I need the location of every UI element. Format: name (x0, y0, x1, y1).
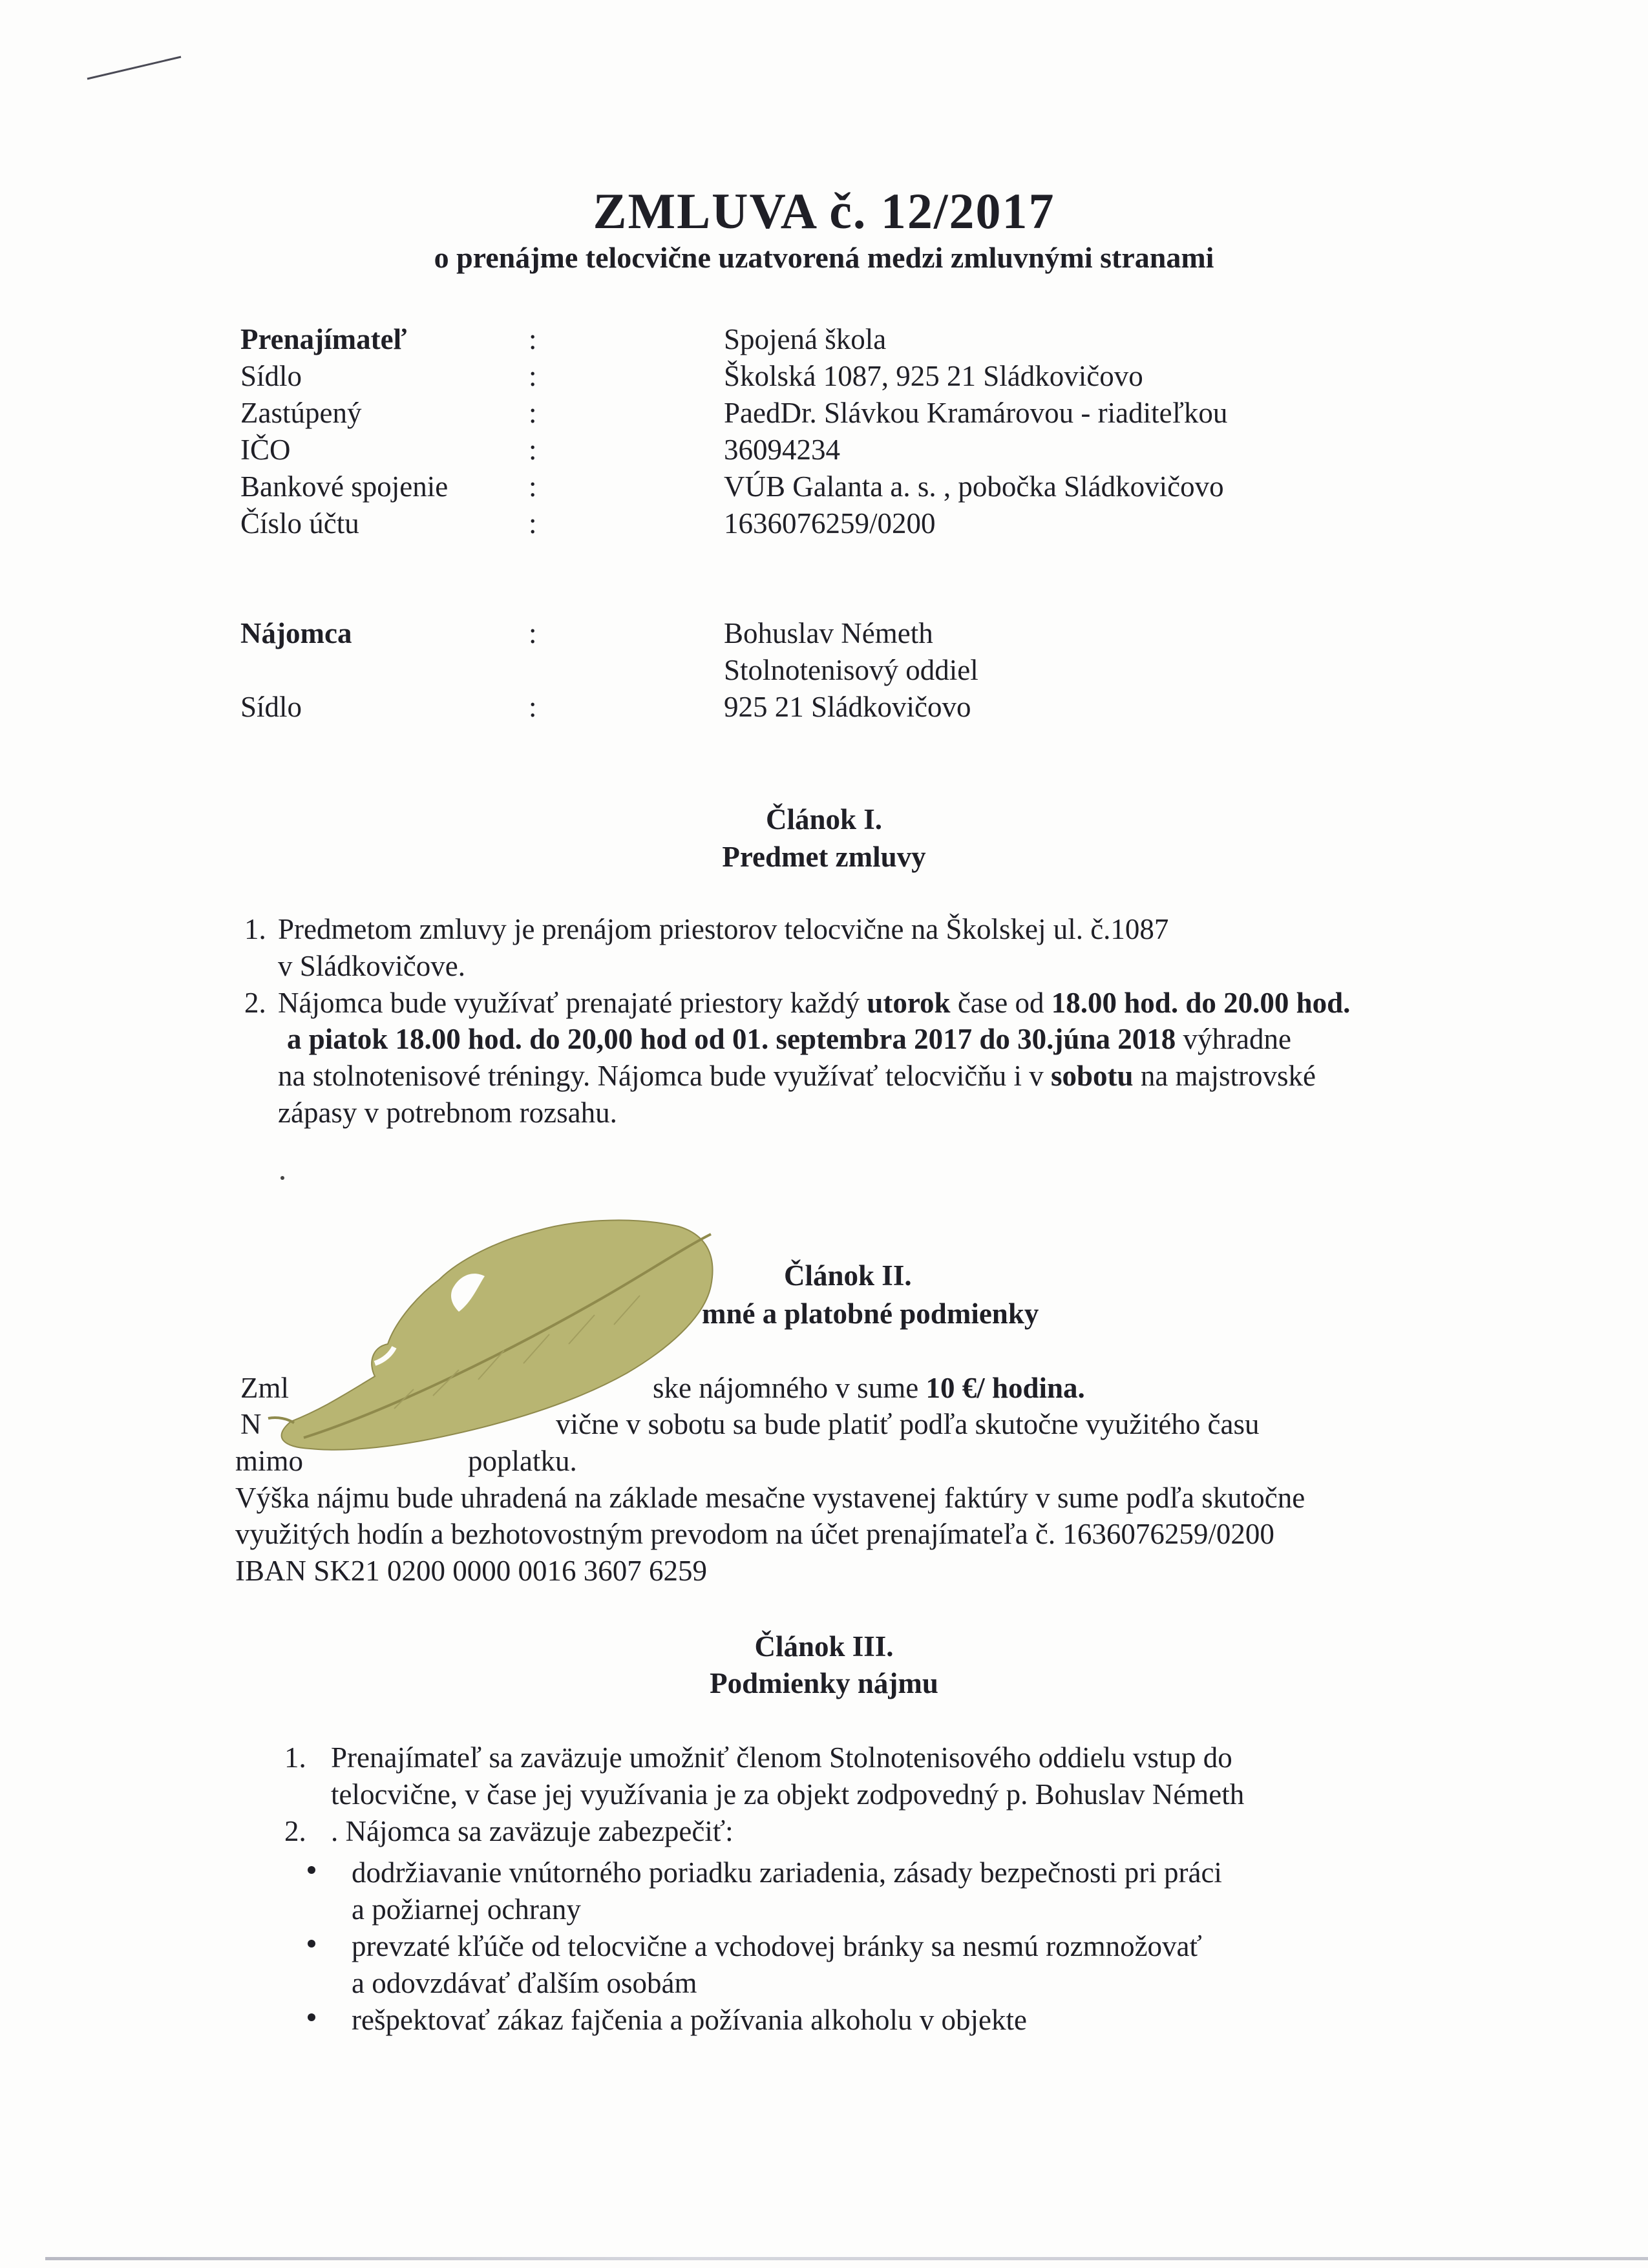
tenant-label: Nájomca (240, 617, 352, 649)
landlord-seat: Školská 1087, 925 21 Sládkovičovo (724, 360, 1143, 392)
scan-edge-line (45, 2257, 1648, 2260)
tenant-colon: : (529, 617, 537, 649)
article2-line3-start: mimo (235, 1445, 304, 1477)
article2-line5: využitých hodín a bezhotovostným prevodom na účet prenajímateľa č. 1636076259/0200 (235, 1518, 1274, 1550)
article1-item2-line4: zápasy v potrebnom rozsahu. (278, 1097, 617, 1129)
landlord-account-label: Číslo účtu (240, 507, 359, 540)
landlord-colon: : (529, 323, 537, 355)
article2-line1-start: Zml (240, 1372, 289, 1404)
article1-item2-line1: Nájomca bude využívať prenajaté priestory každý utorok čase od 18.00 hod. do 20.00 hod. (278, 987, 1351, 1019)
article1-item2-number: 2. (244, 987, 266, 1019)
landlord-seat-colon: : (529, 360, 537, 392)
article1-item1-line2: v Sládkovičove. (278, 950, 465, 982)
article2-line1-end: ske nájomného v sume 10 €/ hodina. (653, 1372, 1085, 1404)
article3-item1-line1: Prenajímateľ sa zaväzuje umožniť členom Stolnotenisového oddielu vstup do (331, 1741, 1232, 1774)
landlord-rep-label: Zastúpený (240, 397, 362, 429)
speck-dot (280, 1176, 284, 1180)
article3-item2-number: 2. (284, 1815, 306, 1847)
article2-line4: Výška nájmu bude uhradená na základe mesačne vystavenej faktúry v sume podľa skutočne (235, 1482, 1305, 1514)
tenant-seat-label: Sídlo (240, 691, 302, 723)
article2-title: mné a platobné podmienky (702, 1297, 1039, 1330)
article1-item2-line3: na stolnotenisové tréningy. Nájomca bude využívať telocvičňu i v sobotu na majstrovské (278, 1060, 1316, 1092)
article2-heading: Článok II. (784, 1259, 912, 1292)
article3-item1-line2: telocvične, v čase jej využívania je za objekt zodpovedný p. Bohuslav Németh (331, 1778, 1245, 1811)
bullet-1-line1: dodržiavanie vnútorného poriadku zariadenia, zásady bezpečnosti pri práci (352, 1856, 1222, 1889)
bullet-1-line2: a požiarnej ochrany (352, 1893, 581, 1926)
article1-heading: Článok I. (765, 803, 883, 835)
landlord-bank-label: Bankové spojenie (240, 470, 449, 503)
bullet-2-line1: prevzaté kľúče od telocvične a vchodovej bránky sa nesmú rozmnožovať (352, 1930, 1202, 1962)
document-title: ZMLUVA č. 12/2017 (593, 183, 1055, 239)
article1-title: Predmet zmluvy (722, 841, 926, 873)
landlord-ico: 36094234 (724, 434, 840, 466)
article3-title: Podmienky nájmu (710, 1667, 938, 1699)
landlord-label: Prenajímateľ (240, 323, 407, 355)
landlord-rep-colon: : (529, 397, 537, 429)
bullet-marker (308, 1866, 315, 1874)
bullet-marker (308, 2013, 315, 2021)
landlord-bank: VÚB Galanta a. s. , pobočka Sládkovičovo (724, 470, 1224, 503)
bullet-marker (308, 1940, 315, 1948)
landlord-name: Spojená škola (724, 323, 887, 355)
landlord-seat-label: Sídlo (240, 360, 302, 392)
article2-iban: IBAN SK21 0200 0000 0016 3607 6259 (235, 1555, 708, 1587)
bullet-3-line1: rešpektovať zákaz fajčenia a požívania alkoholu v objekte (352, 2004, 1027, 2036)
tenant-seat-colon: : (529, 691, 537, 723)
article2-line2-start: N (240, 1408, 262, 1440)
document-subtitle: o prenájme telocvične uzatvorená medzi zmluvnými stranami (434, 241, 1214, 274)
article3-item2-line1: . Nájomca sa zaväzuje zabezpečiť: (331, 1815, 734, 1847)
article1-item2-line2: a piatok 18.00 hod. do 20,00 hod od 01. septembra 2017 do 30.júna 2018 výhradne (287, 1023, 1291, 1055)
tenant-seat: 925 21 Sládkovičovo (724, 691, 971, 723)
tenant-club: Stolnotenisový oddiel (724, 654, 978, 686)
article3-heading: Článok III. (754, 1630, 894, 1663)
landlord-bank-colon: : (529, 470, 537, 503)
article2-line2-end: vične v sobotu sa bude platiť podľa skutočne využitého času (556, 1408, 1260, 1440)
bullet-2-line2: a odovzdávať ďalším osobám (352, 1967, 697, 1999)
article1-item1-number: 1. (244, 913, 266, 945)
article1-item1-line1: Predmetom zmluvy je prenájom priestorov telocvične na Školskej ul. č.1087 (278, 913, 1169, 945)
landlord-ico-colon: : (529, 434, 537, 466)
article3-item1-number: 1. (284, 1741, 306, 1774)
landlord-rep: PaedDr. Slávkou Kramárovou - riaditeľkou (724, 397, 1228, 429)
leaf-stain (265, 1215, 730, 1460)
article2-line3-end: poplatku. (468, 1445, 577, 1477)
landlord-account: 1636076259/0200 (724, 507, 936, 540)
landlord-ico-label: IČO (240, 434, 291, 466)
tenant-name: Bohuslav Németh (724, 617, 933, 649)
landlord-account-colon: : (529, 507, 537, 540)
scan-stroke-mark (84, 45, 187, 84)
